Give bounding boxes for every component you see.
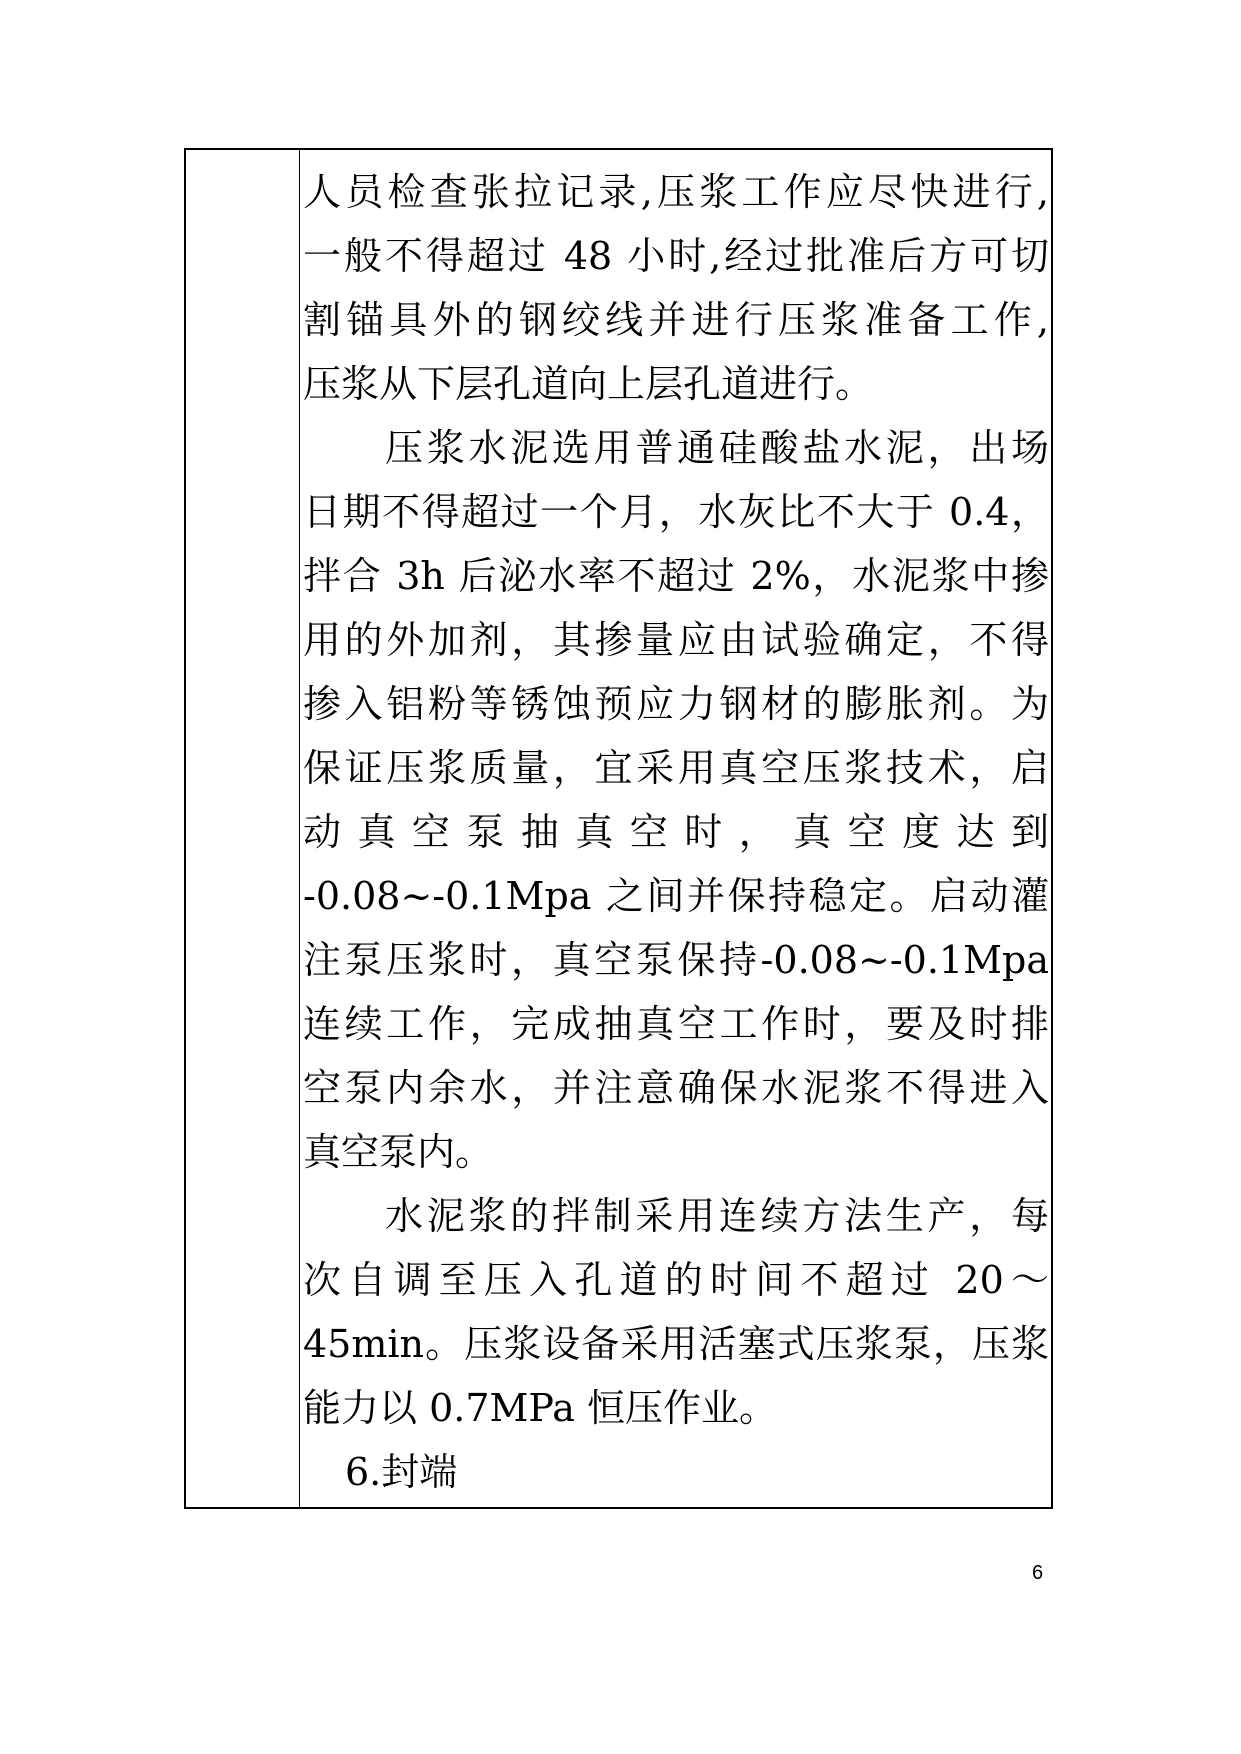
- text-line: 日期不得超过一个月，水灰比不大于 0.4，: [303, 490, 1049, 534]
- paragraph-start-line: 压浆水泥选用普通硅酸盐水泥，出场: [385, 426, 1049, 470]
- text-line: 压浆从下层孔道向上层孔道进行。: [303, 362, 874, 406]
- text-line: 割锚具外的钢绞线并进行压浆准备工作,: [303, 298, 1049, 342]
- text-line: 用的外加剂，其掺量应由试验确定，不得: [303, 618, 1049, 662]
- text-line: 动 真 空 泵 抽 真 空 时 ， 真 空 度 达 到: [303, 810, 1049, 854]
- table-content-cell: [303, 150, 1049, 1507]
- text-line: 拌合 3h 后泌水率不超过 2%，水泥浆中掺: [303, 554, 1049, 598]
- paragraph-start-line: 水泥浆的拌制采用连续方法生产，每: [385, 1194, 1049, 1238]
- text-line: 一般不得超过 48 小时,经过批准后方可切: [303, 234, 1049, 278]
- text-line: 真空泵内。: [303, 1130, 494, 1174]
- text-line: 保证压浆质量，宜采用真空压浆技术，启: [303, 746, 1049, 790]
- document-table: [184, 148, 1053, 1509]
- text-line: -0.08~-0.1Mpa 之间并保持稳定。启动灌: [303, 874, 1049, 918]
- text-line: 注泵压浆时，真空泵保持-0.08~-0.1Mpa: [303, 938, 1049, 982]
- text-line: 空泵内余水，并注意确保水泥浆不得进入: [303, 1066, 1049, 1110]
- text-line: 45min。压浆设备采用活塞式压浆泵，压浆: [303, 1322, 1049, 1366]
- text-line: 连续工作，完成抽真空工作时，要及时排: [303, 1002, 1049, 1046]
- table-left-column: [186, 150, 300, 1507]
- section-heading: 6.封端: [345, 1450, 458, 1494]
- text-line: 掺入铝粉等锈蚀预应力钢材的膨胀剂。为: [303, 682, 1049, 726]
- text-line: 能力以 0.7MPa 恒压作业。: [303, 1386, 778, 1430]
- text-line: 人员检查张拉记录,压浆工作应尽快进行,: [303, 170, 1049, 214]
- text-line: 次自调至压入孔道的时间不超过 20～: [303, 1258, 1049, 1302]
- page-number: 6: [1032, 1562, 1044, 1584]
